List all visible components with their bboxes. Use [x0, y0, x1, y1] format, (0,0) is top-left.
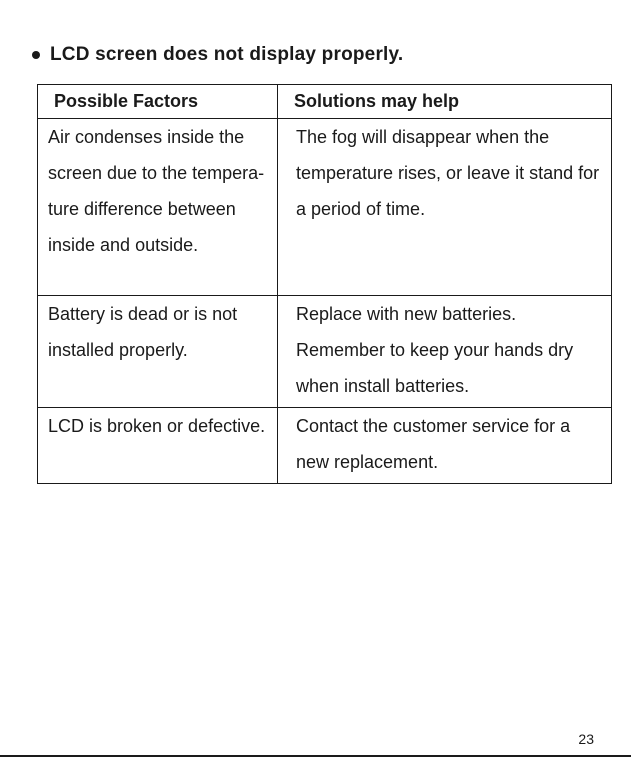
factor-line: inside and outside.: [48, 235, 199, 255]
solution-line: new replacement.: [296, 452, 439, 472]
solution-line: Replace with new batteries.: [296, 304, 517, 324]
bullet-icon: [32, 51, 40, 59]
table-row: [38, 408, 612, 484]
factor-cell: [38, 408, 278, 484]
table-row: [38, 296, 612, 408]
factor-cell: [38, 119, 278, 296]
heading-text: LCD screen does not display properly.: [50, 44, 404, 65]
solution-cell: [278, 119, 612, 296]
factor-line: Battery is dead or is not: [48, 304, 238, 324]
solution-line: The fog will disappear when the: [296, 127, 550, 147]
page-number: 23: [578, 731, 594, 747]
table-row: [38, 119, 612, 296]
solution-line: temperature rises, or leave it stand for: [296, 163, 600, 183]
header-solutions: Solutions may help: [278, 85, 612, 119]
solution-line: when install batteries.: [296, 376, 470, 396]
factor-cell: [38, 296, 278, 408]
solution-cell: [278, 296, 612, 408]
factor-line: LCD is broken or defective.: [48, 416, 266, 436]
section-heading: [32, 44, 403, 66]
solution-line: a period of time.: [296, 199, 426, 219]
header-possible-factors: Possible Factors: [38, 85, 278, 119]
solution-line: Contact the customer service for a: [296, 416, 571, 436]
factor-line: installed properly.: [48, 340, 188, 360]
table-header-row: [38, 85, 612, 119]
solution-cell: [278, 408, 612, 484]
factor-line: screen due to the tempera-: [48, 163, 265, 183]
troubleshooting-table: [37, 84, 612, 484]
factor-line: Air condenses inside the: [48, 127, 245, 147]
factor-line: ture difference between: [48, 199, 236, 219]
solution-line: Remember to keep your hands dry: [296, 340, 574, 360]
